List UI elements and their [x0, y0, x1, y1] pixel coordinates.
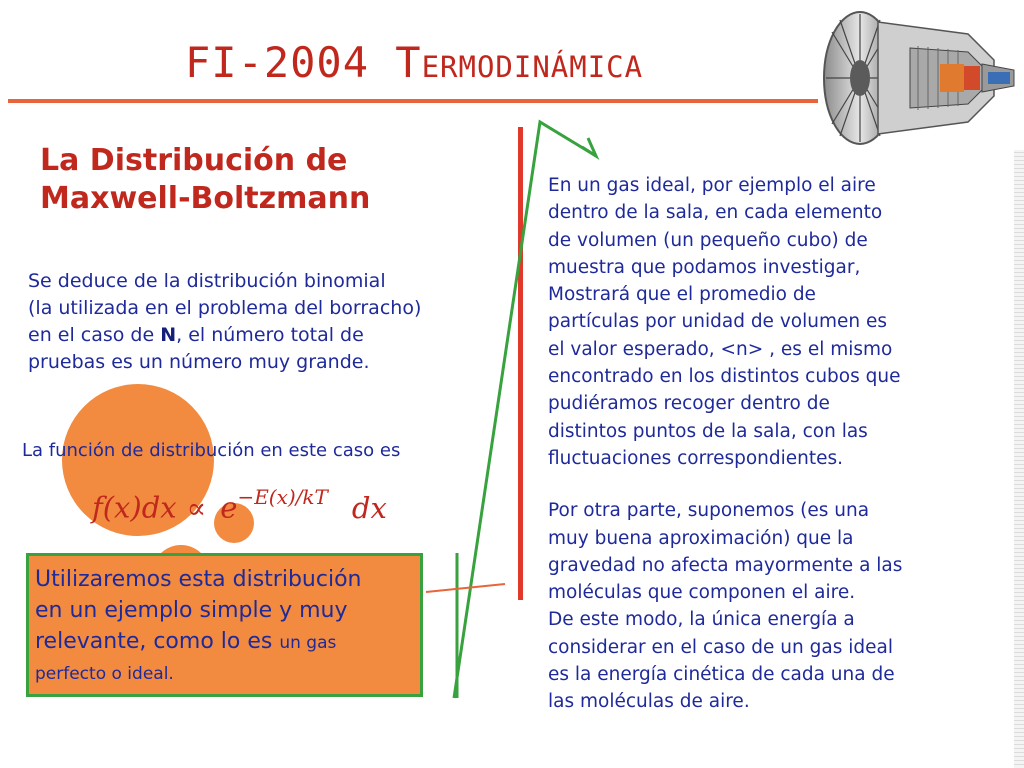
- para-1-line-8: encontrado en los distintos cubos que: [548, 366, 901, 388]
- formula-exp-base: e: [220, 490, 238, 525]
- turbine-engine-illustration: [818, 4, 1018, 150]
- para-2-line-1: Por otra parte, suponemos (es una: [548, 500, 870, 522]
- formula-lhs: f(x)dx: [92, 490, 177, 525]
- callout-box: [26, 553, 423, 697]
- intro-line-3: [28, 322, 508, 349]
- green-arrowhead: [582, 138, 596, 156]
- intro-line-3-post: , el número total de: [176, 324, 364, 346]
- para-1-line-11: fluctuaciones correspondientes.: [548, 447, 844, 469]
- para-2-line-5: De este modo, la única energía a: [548, 609, 855, 631]
- title-course-code: FI-2004: [185, 38, 396, 87]
- para-2-line-6: considerar en el caso de un gas ideal: [548, 636, 893, 658]
- formula-exponent: −E(x)/kT: [237, 485, 328, 509]
- intro-line-2: (la utilizada en el problema del borracho): [28, 297, 422, 319]
- orange-pointer-line: [426, 584, 505, 592]
- intro-line-4: pruebas es un número muy grande.: [28, 351, 370, 373]
- right-column-text: [548, 172, 998, 716]
- callout-line-1: Utilizaremos esta distribución: [35, 567, 362, 592]
- para-2-line-8: las moléculas de aire.: [548, 691, 750, 713]
- proportional-symbol: ∝: [186, 490, 207, 525]
- maxwell-boltzmann-formula: [92, 485, 452, 538]
- para-2-line-7: es la energía cinética de cada una de: [548, 664, 895, 686]
- formula-rhs: dx: [351, 490, 387, 525]
- para-1-line-1: En un gas ideal, por ejemplo el aire: [548, 175, 876, 196]
- para-2-line-2: muy buena aproximación) que la: [548, 527, 854, 549]
- para-1-line-10: distintos puntos de la sala, con las: [548, 420, 868, 442]
- intro-line-1: Se deduce de la distribución binomial: [28, 270, 386, 292]
- callout-line-3-small: un gas: [279, 633, 337, 653]
- vertical-red-divider: [518, 127, 523, 600]
- intro-line-3-bold: N: [160, 324, 177, 346]
- right-edge-stripe: [1014, 150, 1024, 768]
- para-1-line-7: el valor esperado, <n> , es el mismo: [548, 338, 893, 360]
- para-1-line-3: de volumen (un pequeño cubo) de: [548, 229, 868, 251]
- intro-paragraph: [28, 268, 508, 376]
- para-1-line-2: dentro de la sala, en cada elemento: [548, 202, 883, 224]
- function-intro-text: La función de distribución en este caso es: [22, 440, 401, 461]
- section-heading-line-1: La Distribución de: [40, 143, 348, 178]
- paragraph-gap: [548, 472, 998, 497]
- callout-line-2: en un ejemplo simple y muy: [35, 598, 348, 623]
- para-1-line-5: Mostrará que el promedio de: [548, 284, 816, 306]
- slide-title: [185, 38, 785, 87]
- para-2-line-3: gravedad no afecta mayormente a las: [548, 554, 903, 576]
- para-1-line-9: pudiéramos recoger dentro de: [548, 393, 830, 415]
- callout-line-3: [35, 626, 414, 659]
- para-1-line-4: muestra que podamos investigar,: [548, 256, 861, 278]
- title-course-name: Termodinámica: [395, 38, 644, 87]
- callout-line-3-large: relevante, como lo es: [35, 629, 280, 654]
- para-2-line-4: moléculas que componen el aire.: [548, 582, 856, 604]
- section-heading: [40, 142, 460, 218]
- intro-line-3-pre: en el caso de: [28, 324, 161, 346]
- callout-line-4: perfecto o ideal.: [35, 664, 174, 684]
- para-1-line-6: partículas por unidad de volumen es: [548, 311, 887, 333]
- section-heading-line-2: Maxwell-Boltzmann: [40, 181, 371, 216]
- title-underline: [8, 99, 818, 103]
